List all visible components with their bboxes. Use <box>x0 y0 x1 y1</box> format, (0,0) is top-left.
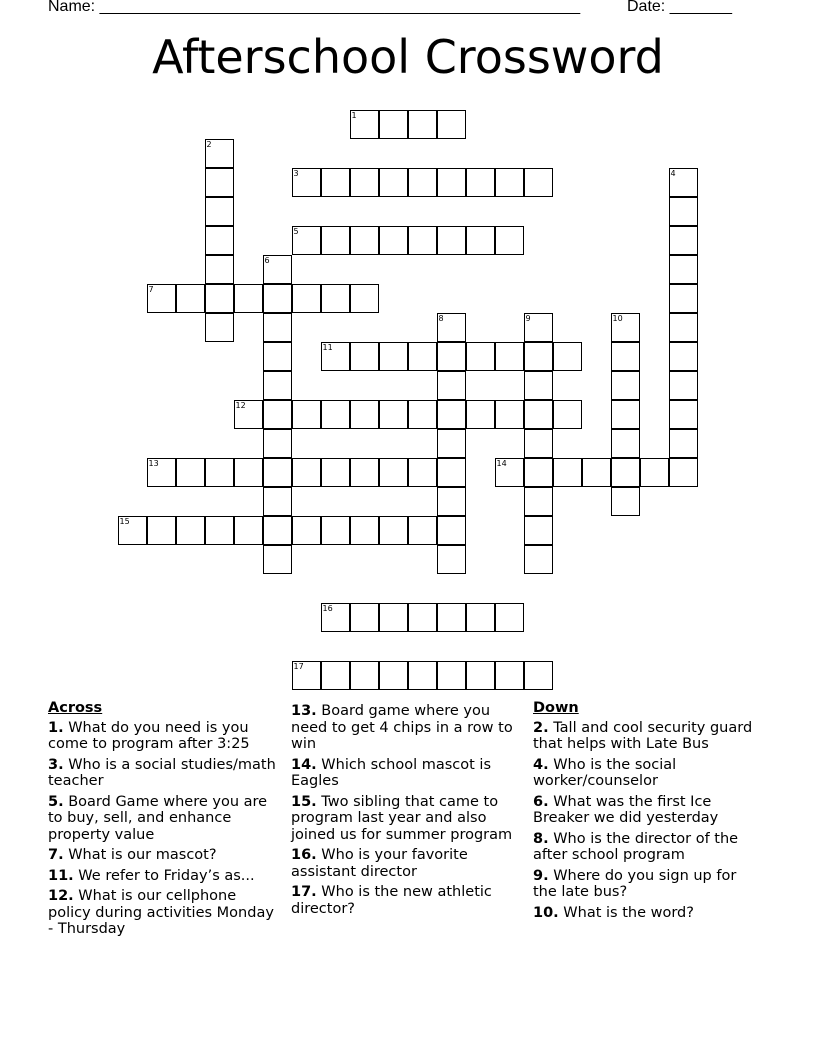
clue-number-label: 3 <box>293 169 299 178</box>
grid-cell[interactable] <box>437 371 466 400</box>
grid-cell[interactable] <box>524 661 553 690</box>
grid-cell[interactable] <box>669 313 698 342</box>
grid-cell[interactable] <box>263 458 292 487</box>
clue-item <box>48 847 278 864</box>
clue-number-label: 14 <box>496 459 507 468</box>
clue-number-label: 12 <box>235 401 246 410</box>
clue-number-label: 11 <box>322 343 333 352</box>
clue-number: 14. <box>291 756 317 773</box>
grid-cell[interactable] <box>292 661 321 690</box>
grid-cell[interactable] <box>292 284 321 313</box>
grid-cell[interactable] <box>234 284 263 313</box>
clue-item <box>48 757 278 790</box>
clue-number: 15. <box>291 793 317 810</box>
clue-number-label: 1 <box>351 111 357 120</box>
grid-cell[interactable] <box>350 516 379 545</box>
clue-text: We refer to Friday’s as... <box>78 867 255 884</box>
grid-cell[interactable] <box>524 400 553 429</box>
clue-number: 11. <box>48 867 74 884</box>
clue-item <box>291 847 526 880</box>
grid-cell[interactable] <box>379 342 408 371</box>
grid-cell[interactable] <box>495 603 524 632</box>
grid-cell[interactable] <box>437 313 466 342</box>
clue-item <box>533 905 763 922</box>
across-clues-column <box>48 700 278 942</box>
clue-text: Which school mascot is Eagles <box>291 756 492 789</box>
grid-cell[interactable] <box>263 429 292 458</box>
grid-cell[interactable] <box>495 400 524 429</box>
clue-text: Where do you sign up for the late bus? <box>533 867 737 900</box>
clue-text: What is the word? <box>563 904 694 921</box>
grid-cell[interactable] <box>263 487 292 516</box>
grid-cell[interactable] <box>379 110 408 139</box>
clue-number-label: 16 <box>322 604 333 613</box>
grid-cell[interactable] <box>466 400 495 429</box>
grid-cell[interactable] <box>263 255 292 284</box>
grid-cell[interactable] <box>205 313 234 342</box>
clue-number-label: 4 <box>670 169 676 178</box>
grid-cell[interactable] <box>611 371 640 400</box>
grid-cell[interactable] <box>147 516 176 545</box>
grid-cell[interactable] <box>524 371 553 400</box>
grid-cell[interactable] <box>408 458 437 487</box>
clue-number-label: 2 <box>206 140 212 149</box>
grid-cell[interactable] <box>669 226 698 255</box>
grid-cell[interactable] <box>466 226 495 255</box>
grid-cell[interactable] <box>611 458 640 487</box>
grid-cell[interactable] <box>350 110 379 139</box>
grid-cell[interactable] <box>669 342 698 371</box>
grid-cell[interactable] <box>350 342 379 371</box>
clue-number: 17. <box>291 884 317 900</box>
grid-cell[interactable] <box>524 313 553 342</box>
clue-item <box>48 720 278 753</box>
grid-cell[interactable] <box>611 313 640 342</box>
clue-item <box>533 831 763 864</box>
grid-cell[interactable] <box>292 516 321 545</box>
grid-cell[interactable] <box>176 284 205 313</box>
clue-number: 3. <box>48 756 64 773</box>
grid-cell[interactable] <box>408 603 437 632</box>
grid-cell[interactable] <box>466 168 495 197</box>
grid-cell[interactable] <box>437 110 466 139</box>
grid-cell[interactable] <box>669 255 698 284</box>
grid-cell[interactable] <box>495 661 524 690</box>
grid-cell[interactable] <box>524 429 553 458</box>
clue-number-label: 17 <box>293 662 304 671</box>
grid-cell[interactable] <box>263 545 292 574</box>
grid-cell[interactable] <box>350 284 379 313</box>
clue-number: 7. <box>48 847 64 863</box>
grid-cell[interactable] <box>350 661 379 690</box>
grid-cell[interactable] <box>669 168 698 197</box>
grid-cell[interactable] <box>292 226 321 255</box>
grid-cell[interactable] <box>263 342 292 371</box>
grid-cell[interactable] <box>205 284 234 313</box>
grid-cell[interactable] <box>176 458 205 487</box>
clue-number: 9. <box>533 867 549 884</box>
grid-cell[interactable] <box>611 429 640 458</box>
grid-cell[interactable] <box>118 516 147 545</box>
grid-cell[interactable] <box>321 342 350 371</box>
clue-item <box>48 794 278 844</box>
grid-cell[interactable] <box>437 168 466 197</box>
across-clues-continued-column <box>291 703 526 921</box>
grid-cell[interactable] <box>321 458 350 487</box>
grid-cell[interactable] <box>205 168 234 197</box>
grid-cell[interactable] <box>379 226 408 255</box>
grid-cell[interactable] <box>379 516 408 545</box>
down-heading: Down <box>533 700 579 716</box>
clue-item <box>533 757 763 790</box>
clue-number-label: 15 <box>119 517 130 526</box>
grid-cell[interactable] <box>437 429 466 458</box>
grid-cell[interactable] <box>553 342 582 371</box>
grid-cell[interactable] <box>611 487 640 516</box>
grid-cell[interactable] <box>669 429 698 458</box>
grid-cell[interactable] <box>611 400 640 429</box>
grid-cell[interactable] <box>437 226 466 255</box>
grid-cell[interactable] <box>408 400 437 429</box>
grid-cell[interactable] <box>379 603 408 632</box>
grid-cell[interactable] <box>408 661 437 690</box>
grid-cell[interactable] <box>350 226 379 255</box>
clue-text: Who is the social worker/counselor <box>533 756 677 789</box>
grid-cell[interactable] <box>263 313 292 342</box>
clue-text: Who is your favorite assistant director <box>291 847 468 880</box>
clue-text: What do you need is you come to program after 3:25 <box>48 719 250 752</box>
grid-cell[interactable] <box>408 516 437 545</box>
grid-cell[interactable] <box>524 168 553 197</box>
grid-cell[interactable] <box>495 458 524 487</box>
grid-cell[interactable] <box>669 371 698 400</box>
clue-number: 4. <box>533 756 549 773</box>
grid-cell[interactable] <box>408 342 437 371</box>
grid-cell[interactable] <box>437 400 466 429</box>
grid-cell[interactable] <box>611 342 640 371</box>
grid-cell[interactable] <box>437 661 466 690</box>
grid-cell[interactable] <box>495 342 524 371</box>
grid-cell[interactable] <box>321 226 350 255</box>
grid-cell[interactable] <box>350 603 379 632</box>
page-title: Afterschool Crossword <box>152 30 664 84</box>
clue-text: Who is the new athletic director? <box>291 884 492 917</box>
grid-cell[interactable] <box>379 458 408 487</box>
clue-item <box>291 794 526 844</box>
grid-cell[interactable] <box>582 458 611 487</box>
grid-cell[interactable] <box>466 342 495 371</box>
grid-cell[interactable] <box>205 255 234 284</box>
grid-cell[interactable] <box>669 197 698 226</box>
clue-item <box>48 888 278 938</box>
clue-number-label: 8 <box>438 314 444 323</box>
clue-text: Who is a social studies/math teacher <box>48 756 276 789</box>
grid-cell[interactable] <box>321 516 350 545</box>
clue-item <box>533 720 763 753</box>
grid-cell[interactable] <box>437 342 466 371</box>
clue-item <box>533 868 763 901</box>
clue-item <box>533 794 763 827</box>
grid-cell[interactable] <box>408 168 437 197</box>
grid-cell[interactable] <box>350 458 379 487</box>
grid-cell[interactable] <box>524 342 553 371</box>
grid-cell[interactable] <box>205 139 234 168</box>
grid-cell[interactable] <box>321 400 350 429</box>
clue-number: 6. <box>533 793 549 810</box>
grid-cell[interactable] <box>379 168 408 197</box>
name-field-label: Name: ______________________________________________________ <box>48 0 581 15</box>
clue-number: 2. <box>533 719 549 736</box>
grid-cell[interactable] <box>669 400 698 429</box>
grid-cell[interactable] <box>495 168 524 197</box>
grid-cell[interactable] <box>147 284 176 313</box>
grid-cell[interactable] <box>524 487 553 516</box>
grid-cell[interactable] <box>321 661 350 690</box>
grid-cell[interactable] <box>292 458 321 487</box>
grid-cell[interactable] <box>437 516 466 545</box>
clue-number: 5. <box>48 793 64 810</box>
grid-cell[interactable] <box>408 110 437 139</box>
clue-text: What was the first Ice Breaker we did yesterday <box>533 793 719 826</box>
grid-cell[interactable] <box>263 371 292 400</box>
clue-number-label: 13 <box>148 459 159 468</box>
clue-text: Who is the director of the after school program <box>533 830 739 863</box>
grid-cell[interactable] <box>669 458 698 487</box>
grid-cell[interactable] <box>408 226 437 255</box>
grid-cell[interactable] <box>524 458 553 487</box>
across-heading: Across <box>48 700 103 716</box>
grid-cell[interactable] <box>205 458 234 487</box>
clue-text: Board game where you need to get 4 chips in a row to win <box>291 703 513 752</box>
clue-number: 8. <box>533 830 549 847</box>
grid-cell[interactable] <box>466 603 495 632</box>
clue-number-label: 7 <box>148 285 154 294</box>
clue-number-label: 6 <box>264 256 270 265</box>
grid-cell[interactable] <box>466 661 495 690</box>
grid-cell[interactable] <box>321 168 350 197</box>
grid-cell[interactable] <box>437 458 466 487</box>
grid-cell[interactable] <box>263 284 292 313</box>
clue-text: What is our mascot? <box>68 847 217 863</box>
grid-cell[interactable] <box>350 400 379 429</box>
grid-cell[interactable] <box>321 284 350 313</box>
grid-cell[interactable] <box>437 603 466 632</box>
clue-text: What is our cellphone policy during activities Monday - Thursday <box>48 888 274 937</box>
clue-text: Two sibling that came to program last year and also joined us for summer program <box>291 793 513 843</box>
grid-cell[interactable] <box>553 400 582 429</box>
grid-cell[interactable] <box>437 487 466 516</box>
grid-cell[interactable] <box>176 516 205 545</box>
grid-cell[interactable] <box>669 284 698 313</box>
clue-number: 1. <box>48 719 64 736</box>
clue-item <box>48 868 278 885</box>
grid-cell[interactable] <box>321 603 350 632</box>
clue-number-label: 10 <box>612 314 623 323</box>
clue-number: 13. <box>291 703 317 719</box>
grid-cell[interactable] <box>495 226 524 255</box>
clue-text: Board Game where you are to buy, sell, and enhance property value <box>48 793 268 843</box>
grid-cell[interactable] <box>437 545 466 574</box>
grid-cell[interactable] <box>205 197 234 226</box>
grid-cell[interactable] <box>640 458 669 487</box>
grid-cell[interactable] <box>234 400 263 429</box>
grid-cell[interactable] <box>553 458 582 487</box>
grid-cell[interactable] <box>234 516 263 545</box>
grid-cell[interactable] <box>263 400 292 429</box>
grid-cell[interactable] <box>205 226 234 255</box>
grid-cell[interactable] <box>379 400 408 429</box>
clue-number-label: 9 <box>525 314 531 323</box>
clue-number: 12. <box>48 888 74 904</box>
clue-number: 10. <box>533 904 559 921</box>
grid-cell[interactable] <box>292 168 321 197</box>
grid-cell[interactable] <box>350 168 379 197</box>
grid-cell[interactable] <box>263 516 292 545</box>
grid-cell[interactable] <box>147 458 176 487</box>
grid-cell[interactable] <box>205 516 234 545</box>
grid-cell[interactable] <box>234 458 263 487</box>
date-field-label: Date: _______ <box>627 0 732 15</box>
clue-item <box>291 757 526 790</box>
grid-cell[interactable] <box>292 400 321 429</box>
grid-cell[interactable] <box>524 545 553 574</box>
grid-cell[interactable] <box>379 661 408 690</box>
down-clues-column <box>533 700 763 925</box>
clue-number: 16. <box>291 847 317 863</box>
grid-cell[interactable] <box>524 516 553 545</box>
clue-item <box>291 884 526 917</box>
clue-text: Tall and cool security guard that helps with Late Bus <box>533 719 753 752</box>
clue-item <box>291 703 526 753</box>
clue-number-label: 5 <box>293 227 299 236</box>
